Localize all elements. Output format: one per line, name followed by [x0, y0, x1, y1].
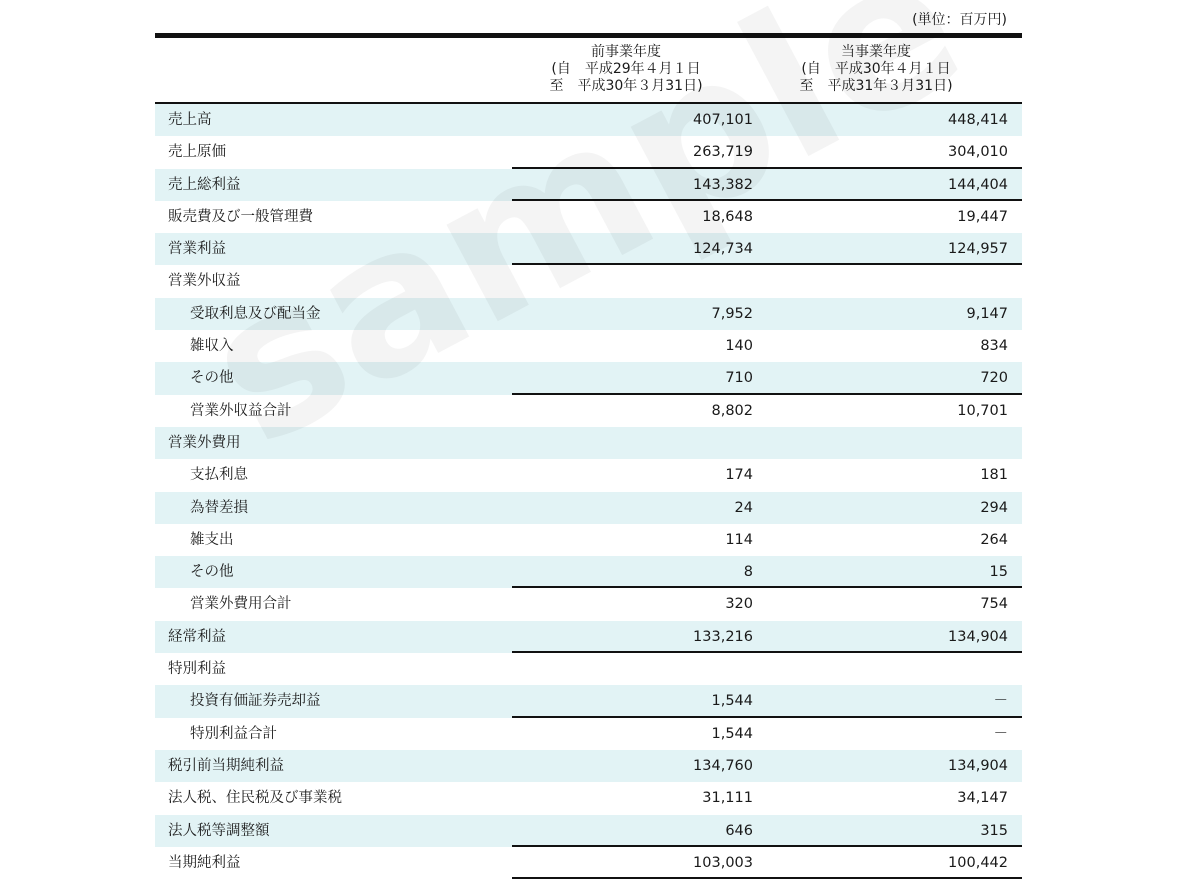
prev-value: 8 [743, 564, 753, 581]
income-statement-table [155, 33, 1022, 879]
curr-period-header [761, 44, 991, 95]
table-row [155, 427, 1022, 459]
curr-value: 100,442 [948, 854, 1008, 871]
prev-value: 710 [725, 370, 753, 387]
table-row [155, 653, 1022, 685]
row-label: 為替差損 [190, 499, 248, 516]
table-row [155, 136, 1022, 168]
curr-value: － [993, 693, 1008, 710]
row-label: 営業外費用 [168, 434, 241, 451]
curr-value: 134,904 [948, 628, 1008, 645]
curr-value: 19,447 [957, 208, 1008, 225]
curr-value: 124,957 [948, 241, 1008, 258]
row-label: 投資有価証券売却益 [190, 693, 321, 710]
row-label: 税引前当期純利益 [168, 757, 284, 774]
prev-value: 133,216 [693, 628, 753, 645]
table-row [155, 104, 1022, 136]
row-label: 受取利息及び配当金 [190, 305, 321, 322]
row-label: 当期純利益 [168, 854, 241, 871]
prev-value: 8,802 [711, 402, 753, 419]
prev-value: 263,719 [693, 144, 753, 161]
row-label: 支払利息 [190, 467, 248, 484]
curr-value: 264 [980, 531, 1008, 548]
row-label: 雑収入 [190, 338, 234, 355]
curr-value: 448,414 [948, 112, 1008, 128]
row-label: 販売費及び一般管理費 [168, 208, 313, 225]
table-row [155, 201, 1022, 233]
table-row [155, 621, 1022, 653]
row-label: 営業外収益合計 [190, 402, 292, 419]
row-label: 特別利益 [168, 661, 226, 678]
curr-value: 144,404 [948, 176, 1008, 193]
table-row [155, 782, 1022, 814]
unit-label: (単位：百万円) [912, 12, 1007, 28]
prev-period-header [511, 44, 741, 95]
table-row [155, 298, 1022, 330]
prev-value: 18,648 [702, 208, 753, 225]
prev-value: 143,382 [693, 176, 753, 193]
prev-period-to: 至 平成30年３月31日) [549, 78, 703, 94]
prev-value: 1,544 [711, 725, 753, 742]
curr-value: 304,010 [948, 144, 1008, 161]
table-row [155, 265, 1022, 297]
prev-value: 7,952 [711, 305, 753, 322]
prev-period-from: (自 平成29年４月１日 [551, 61, 701, 77]
prev-value: 103,003 [693, 854, 753, 871]
curr-value: 834 [980, 338, 1008, 355]
row-label: 雑支出 [190, 531, 234, 548]
prev-value: 31,111 [702, 790, 753, 807]
curr-value: － [993, 725, 1008, 742]
table-header [155, 38, 1022, 104]
curr-value: 181 [980, 467, 1008, 484]
table-row [155, 847, 1022, 879]
prev-value: 1,544 [711, 693, 753, 710]
curr-value: 294 [980, 499, 1008, 516]
prev-value: 320 [725, 596, 753, 613]
prev-value: 24 [734, 499, 753, 516]
table-row [155, 395, 1022, 427]
curr-value: 15 [989, 564, 1008, 581]
curr-period-title: 当事業年度 [841, 44, 911, 60]
table-row [155, 362, 1022, 394]
table-row [155, 556, 1022, 588]
prev-value: 114 [725, 531, 753, 548]
curr-period-from: (自 平成30年４月１日 [801, 61, 951, 77]
prev-value: 124,734 [693, 241, 753, 258]
table-row [155, 492, 1022, 524]
table-row [155, 815, 1022, 847]
row-label: 特別利益合計 [190, 725, 277, 742]
prev-value: 134,760 [693, 757, 753, 774]
row-label: 営業利益 [168, 241, 226, 258]
curr-value: 720 [980, 370, 1008, 387]
prev-period-title: 前事業年度 [591, 44, 661, 60]
prev-value: 174 [725, 467, 753, 484]
curr-period-to: 至 平成31年３月31日) [799, 78, 953, 94]
row-label: 売上総利益 [168, 176, 241, 193]
curr-value: 34,147 [957, 790, 1008, 807]
row-label: 経常利益 [168, 628, 226, 645]
table-row [155, 588, 1022, 620]
curr-value: 315 [980, 822, 1008, 839]
row-label: その他 [190, 370, 234, 387]
row-label: 法人税、住民税及び事業税 [168, 790, 342, 807]
table-row [155, 524, 1022, 556]
curr-value: 134,904 [948, 757, 1008, 774]
table-row [155, 233, 1022, 265]
table-row [155, 330, 1022, 362]
table-row [155, 750, 1022, 782]
table-row [155, 459, 1022, 491]
curr-value: 9,147 [966, 305, 1008, 322]
row-label: 売上高 [168, 112, 212, 128]
prev-value: 407,101 [693, 112, 753, 128]
row-label: 売上原価 [168, 144, 226, 161]
table-row [155, 685, 1022, 717]
row-label: 営業外収益 [168, 273, 241, 290]
curr-value: 10,701 [957, 402, 1008, 419]
row-label: 法人税等調整額 [168, 822, 270, 839]
table-row [155, 718, 1022, 750]
table-row [155, 169, 1022, 201]
curr-value: 754 [980, 596, 1008, 613]
prev-value: 140 [725, 338, 753, 355]
row-label: その他 [190, 564, 234, 581]
prev-value: 646 [725, 822, 753, 839]
row-label: 営業外費用合計 [190, 596, 292, 613]
